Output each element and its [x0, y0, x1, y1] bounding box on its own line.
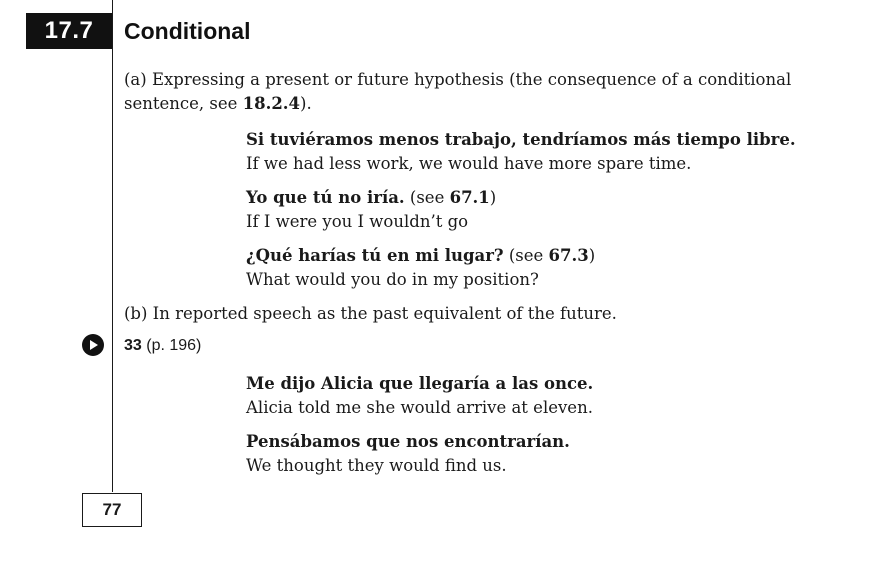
example-a-2	[246, 186, 846, 234]
see-reference[interactable]: 67.1	[449, 188, 490, 207]
see-suffix: )	[489, 188, 497, 207]
page-number: 77	[82, 493, 142, 527]
intro-a-paragraph	[124, 68, 824, 116]
intro-a-cross-reference[interactable]: 18.2.4	[242, 94, 301, 113]
example-english: What would you do in my position?	[246, 270, 539, 289]
intro-a-suffix: ).	[300, 94, 312, 113]
example-english: We thought they would find us.	[246, 456, 507, 475]
example-spanish: Yo que tú no iría.	[246, 188, 405, 207]
see-reference[interactable]: 67.3	[548, 246, 589, 265]
margin-rule	[112, 0, 113, 492]
example-spanish: Pensábamos que nos encontrarían.	[246, 432, 570, 451]
example-spanish: ¿Qué harías tú en mi lugar?	[246, 246, 504, 265]
example-english: Alicia told me she would arrive at eleven.	[246, 398, 593, 417]
see-prefix: (see	[404, 188, 450, 207]
intro-b-paragraph: (b) In reported speech as the past equivalent of the future.	[124, 304, 617, 323]
see-suffix: )	[588, 246, 596, 265]
example-a-3	[246, 244, 846, 292]
audio-reference[interactable]	[124, 334, 201, 358]
example-english: If I were you I wouldn’t go	[246, 212, 469, 231]
example-b-2	[246, 430, 846, 478]
example-english: If we had less work, we would have more spare time.	[246, 154, 692, 173]
section-title: Conditional	[124, 18, 251, 44]
audio-page-ref: (p. 196)	[141, 337, 202, 354]
play-icon[interactable]	[82, 334, 104, 356]
example-a-1	[246, 128, 846, 176]
intro-a-text: (a) Expressing a present or future hypothesis (the consequence of a conditional sentence, see	[124, 70, 792, 113]
example-b-1	[246, 372, 846, 420]
section-number: 17.7	[26, 13, 112, 49]
example-spanish: Si tuviéramos menos trabajo, tendríamos más tiempo libre.	[246, 130, 796, 149]
audio-track-number: 33	[124, 337, 142, 354]
see-prefix: (see	[503, 246, 549, 265]
example-spanish: Me dijo Alicia que llegaría a las once.	[246, 374, 594, 393]
